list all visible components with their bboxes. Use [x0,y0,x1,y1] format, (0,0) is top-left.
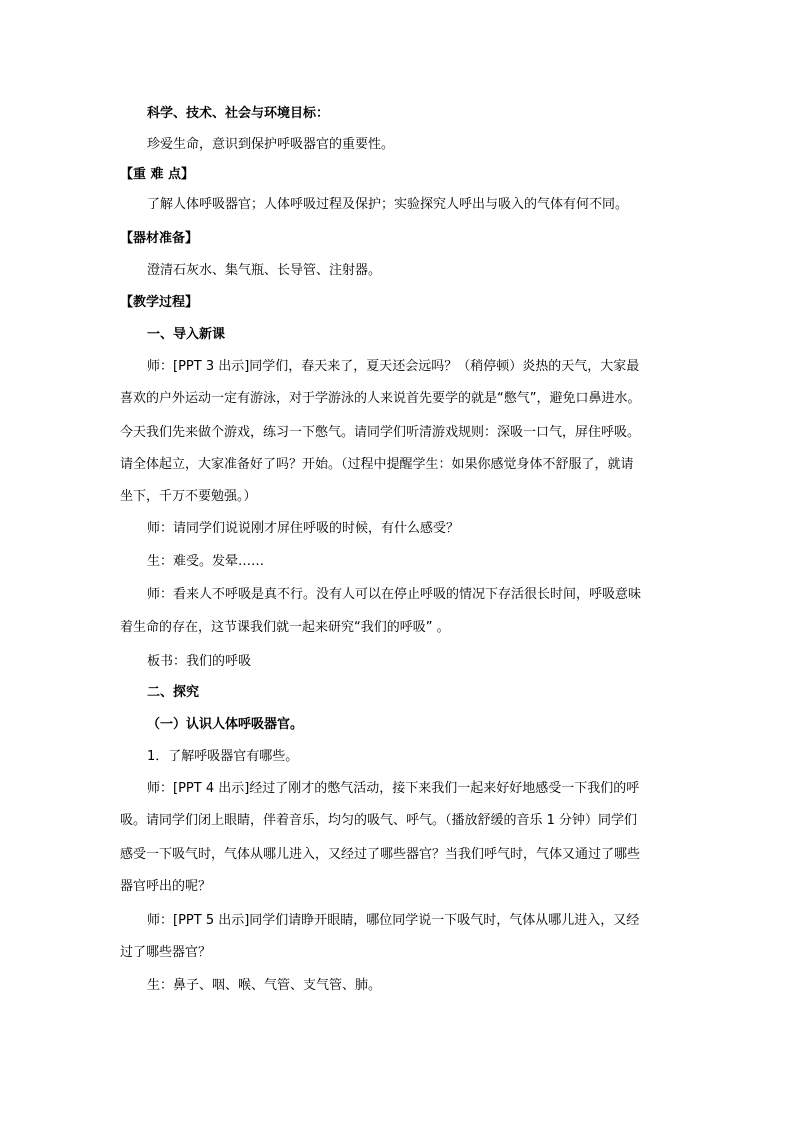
paragraph-line: 师：[PPT 3 出示]同学们，春天来了，夏天还会远吗？（稍停顿）炎热的天气，大家最 [147,359,640,374]
paragraph-line: 今天我们先来做个游戏，练习一下憋气。请同学们听清游戏规则：深吸一口气，屏住呼吸。 [120,425,641,440]
paragraph-line: 师：[PPT 5 出示]同学们请睁开眼睛，哪位同学说一下吸气时，气体从哪儿进入，又经 [147,913,640,928]
paragraph-line: 1．了解呼吸器官有哪些。 [147,749,299,764]
paragraph-line: 感受一下吸气时，气体从哪儿进入，又经过了哪些器官？当我们呼气时，气体又通过了哪些 [120,847,641,862]
subheading-explore: 二、探究 [147,685,200,700]
paragraph-line: 师：请同学们说说刚才屏住呼吸的时候，有什么感受？ [147,521,460,536]
paragraph-line: 板书：我们的呼吸 [147,654,252,669]
section-heading-key-points: 【重 难 点】 [120,167,195,182]
paragraph-line: 澄清石灰水、集气瓶、长导管、注射器。 [147,263,382,278]
subheading-organs: （一）认识人体呼吸器官。 [147,717,304,732]
paragraph-line: 吸。请同学们闭上眼睛，伴着音乐，均匀的吸气、呼气。（播放舒缓的音乐 1 分钟）同学们 [120,813,638,828]
paragraph-line: 请全体起立，大家准备好了吗？开始。（过程中提醒学生：如果你感觉身体不舒服了，就请 [120,457,634,472]
paragraph-line: 了解人体呼吸器官；人体呼吸过程及保护；实验探究人呼出与吸入的气体有何不同。 [147,197,629,212]
subheading-intro: 一、导入新课 [147,327,226,342]
section-heading-materials: 【器材准备】 [120,231,199,246]
paragraph-line: 师：看来人不呼吸是真不行。没有人可以在停止呼吸的情况下存活很长时间，呼吸意味 [147,587,642,602]
paragraph-line: 着生命的存在，这节课我们就一起来研究“我们的呼吸” 。 [120,620,450,635]
paragraph-line: 过了哪些器官？ [120,945,212,960]
paragraph-line: 喜欢的户外运动一定有游泳，对于学游泳的人来说首先要学的就是“憋气”，避免口鼻进水。 [120,391,641,406]
paragraph-line: 珍爱生命，意识到保护呼吸器官的重要性。 [147,137,395,152]
paragraph-line: 器官呼出的呢？ [120,879,212,894]
paragraph-line: 师：[PPT 4 出示]经过了刚才的憋气活动，接下来我们一起来好好地感受一下我们的呼 [147,781,640,796]
paragraph-line: 生：难受。发晕…… [147,554,265,569]
section-heading-teaching-process: 【教学过程】 [120,295,199,310]
heading-sts-goal: 科学、技术、社会与环境目标： [147,106,330,121]
paragraph-line: 坐下，千万不要勉强。） [120,489,257,504]
paragraph-line: 生：鼻子、咽、喉、气管、支气管、肺。 [147,978,382,993]
